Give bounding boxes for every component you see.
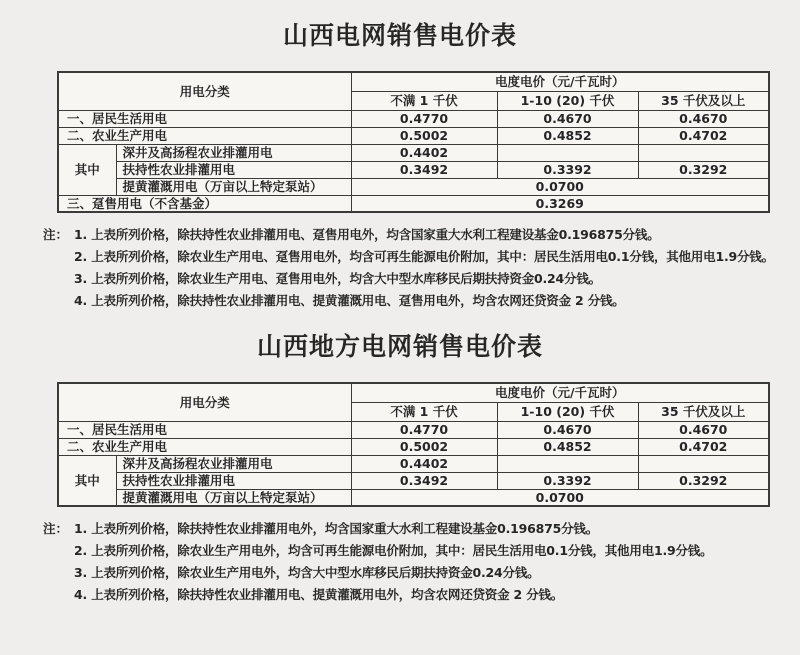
table-row-wholesale	[58, 195, 769, 212]
notes-block-local-grid	[43, 522, 792, 601]
tier-header-lt1kv: 不满 1 千伏	[351, 402, 497, 421]
price-cell-span: 0.3269	[351, 195, 769, 212]
price-cell: 0.4702	[638, 127, 769, 144]
note-item-3: 3. 上表所列价格，除农业生产用电外，均含大中型水库移民后期扶持资金0.24分钱。	[74, 565, 540, 580]
row-label: 一、居民生活用电	[58, 110, 351, 127]
row-label: 二、农业生产用电	[58, 438, 351, 455]
row-label: 扶持性农业排灌用电	[116, 472, 351, 489]
table-row-support-irrigation	[58, 472, 769, 489]
table-row-agriculture	[58, 127, 769, 144]
note-line	[74, 250, 792, 263]
notes-label: 注：	[43, 227, 69, 242]
row-label: 二、农业生产用电	[58, 127, 351, 144]
row-label: 扶持性农业排灌用电	[116, 161, 351, 178]
note-line	[74, 272, 792, 285]
price-cell: 0.4670	[638, 421, 769, 438]
price-cell: 0.3392	[497, 472, 638, 489]
price-cell: 0.4770	[351, 110, 497, 127]
note-line	[74, 566, 792, 579]
price-cell: 0.3492	[351, 161, 497, 178]
page-title-local-grid: 山西地方电网销售电价表	[256, 332, 543, 361]
among-cell: 其中	[58, 144, 116, 195]
price-cell-span: 0.0700	[351, 489, 769, 506]
table-row-deep-well	[58, 144, 769, 161]
price-cell: 0.4402	[351, 455, 497, 472]
row-label: 提黄灌溉用电（万亩以上特定泵站）	[116, 178, 351, 195]
note-item-4: 4. 上表所列价格，除扶持性农业排灌用电、提黄灌溉用电、趸售用电外，均含农网还贷资金 2 分钱。	[74, 293, 625, 308]
tier-header-35kv: 35 千伏及以上	[638, 402, 769, 421]
table-row-yellow-lift	[58, 178, 769, 195]
price-cell: 0.5002	[351, 127, 497, 144]
tier-header-35kv: 35 千伏及以上	[638, 91, 769, 110]
price-group-header: 电度电价（元/千瓦时）	[351, 72, 769, 91]
note-line	[74, 588, 792, 601]
note-item-1: 1. 上表所列价格，除扶持性农业排灌用电外，均含国家重大水利工程建设基金0.196875分钱。	[74, 521, 599, 536]
row-label: 深井及高扬程农业排灌用电	[116, 455, 351, 472]
price-cell: 0.5002	[351, 438, 497, 455]
price-cell: 0.4852	[497, 438, 638, 455]
note-line	[74, 294, 792, 307]
price-cell: 0.3292	[638, 472, 769, 489]
price-cell: 0.3392	[497, 161, 638, 178]
notes-block-grid	[43, 228, 792, 307]
price-cell: 0.4402	[351, 144, 497, 161]
row-label: 三、趸售用电（不含基金）	[58, 195, 351, 212]
note-item-1: 1. 上表所列价格，除扶持性农业排灌用电、趸售用电外，均含国家重大水利工程建设基金0.196875分钱。	[74, 227, 660, 242]
note-item-3: 3. 上表所列价格，除农业生产用电、趸售用电外，均含大中型水库移民后期扶持资金0.24分钱。	[74, 271, 601, 286]
tier-header-1-10kv: 1-10 (20) 千伏	[497, 91, 638, 110]
note-item-4: 4. 上表所列价格，除扶持性农业排灌用电、提黄灌溉用电外，均含农网还贷资金 2 分钱。	[74, 587, 564, 602]
among-cell: 其中	[58, 455, 116, 506]
price-cell: 0.3292	[638, 161, 769, 178]
table-row-deep-well	[58, 455, 769, 472]
price-table-grid	[57, 71, 770, 213]
price-group-header: 电度电价（元/千瓦时）	[351, 383, 769, 402]
price-cell: 0.4702	[638, 438, 769, 455]
price-cell-empty	[497, 455, 638, 472]
price-cell: 0.3492	[351, 472, 497, 489]
note-item-2: 2. 上表所列价格，除农业生产用电外，均含可再生能源电价附加，其中：居民生活用电0.1分钱，其他用电1.9分钱。	[74, 543, 713, 558]
row-label: 提黄灌溉用电（万亩以上特定泵站）	[116, 489, 351, 506]
price-cell-empty	[638, 144, 769, 161]
tier-header-lt1kv: 不满 1 千伏	[351, 91, 497, 110]
price-cell: 0.4670	[497, 421, 638, 438]
price-cell: 0.4670	[638, 110, 769, 127]
note-line	[43, 522, 792, 535]
category-header: 用电分类	[58, 383, 351, 421]
tier-header-1-10kv: 1-10 (20) 千伏	[497, 402, 638, 421]
price-cell-span: 0.0700	[351, 178, 769, 195]
header-row-1	[58, 383, 769, 402]
table-row-support-irrigation	[58, 161, 769, 178]
price-cell-empty	[638, 455, 769, 472]
price-cell: 0.4852	[497, 127, 638, 144]
note-item-2: 2. 上表所列价格，除农业生产用电、趸售用电外，均含可再生能源电价附加，其中：居民生活用电0.1分钱，其他用电1.9分钱。	[74, 249, 774, 264]
table-row-yellow-lift	[58, 489, 769, 506]
price-cell-empty	[497, 144, 638, 161]
row-label: 一、居民生活用电	[58, 421, 351, 438]
table-row-agriculture	[58, 438, 769, 455]
notes-label: 注：	[43, 521, 69, 536]
price-cell: 0.4670	[497, 110, 638, 127]
page-title-grid: 山西电网销售电价表	[282, 21, 517, 50]
note-line	[43, 228, 792, 241]
note-line	[74, 544, 792, 557]
table-row-residential	[58, 421, 769, 438]
table-row-residential	[58, 110, 769, 127]
price-cell: 0.4770	[351, 421, 497, 438]
price-table-local-grid	[57, 382, 770, 507]
row-label: 深井及高扬程农业排灌用电	[116, 144, 351, 161]
header-row-1	[58, 72, 769, 91]
category-header: 用电分类	[58, 72, 351, 110]
